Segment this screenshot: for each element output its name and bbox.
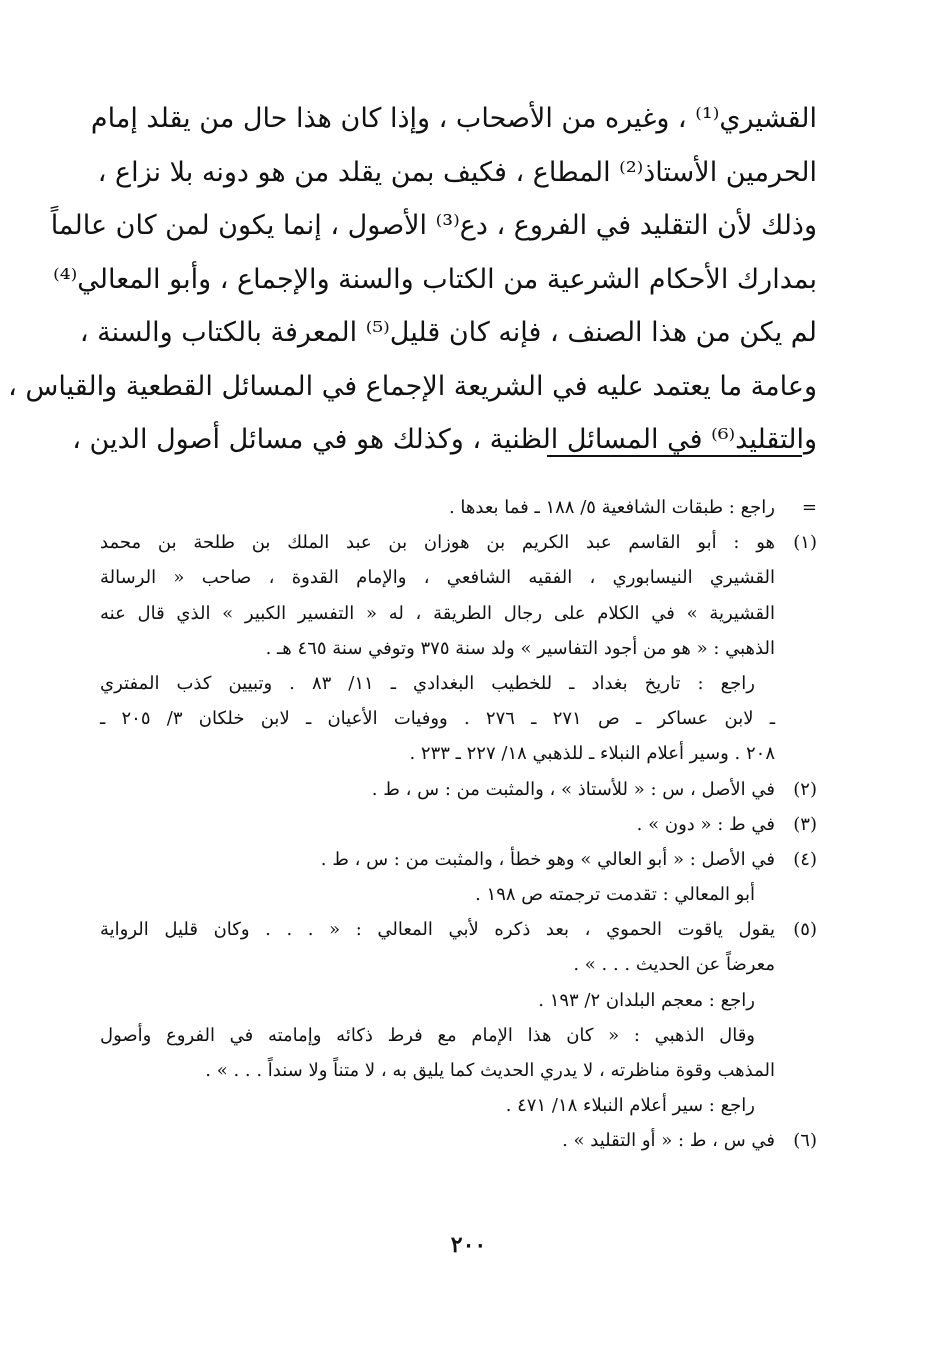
footnote-text: راجع : تاريخ بغداد ـ للخطيب البغدادي ـ ١١/ ٨٣ . وتبيين كذب المفتري: [100, 672, 755, 694]
footnote-line: [100, 1053, 817, 1088]
main-text-line: القشيري⁽¹⁾ ، وغيره من الأصحاب ، وإذا كان هذا حال من يقلد إمام: [90, 103, 817, 134]
footnote-line: [100, 807, 817, 842]
footnote-text: المذهب وقوة مناظرته ، لا يدري الحديث كما يليق به ، لا متناً ولا سنداً . . . » .: [205, 1060, 775, 1081]
footnote-text: ٢٠٨ . وسير أعلام النبلاء ـ للذهبي ١٨/ ٢٢٧ ـ ٢٣٣ .: [409, 743, 775, 765]
footnote-text: أبو المعالي : تقدمت ترجمته ص ١٩٨ .: [475, 884, 755, 906]
footnote-text: يقول ياقوت الحموي ، بعد ذكره لأبي المعالي : « . . . وكان قليل الرواية: [100, 919, 775, 941]
footnote-number: (٤): [793, 848, 817, 870]
main-text-line: بمدارك الأحكام الشرعية من الكتاب والسنة والإجماع ، وأبو المعالي⁽⁴⁾: [53, 263, 817, 295]
footnote-text: ـ لابن عساكر ـ ص ٢٧١ ـ ٢٧٦ . ووفيات الأعيان ـ لابن خلكان ٣/ ٢٠٥ ـ: [100, 708, 775, 730]
footnote-number: =: [801, 497, 817, 518]
footnote-text: الذهبي : « هو من أجود التفاسير » ولد سنة ٣٧٥ وتوفي سنة ٤٦٥ هـ .: [265, 637, 775, 659]
footnote-line: [100, 912, 817, 947]
footnote-text: القشيرية » في الكلام على رجال الطريقة ، له « التفسير الكبير » الذي قال عنه: [100, 602, 775, 624]
footnote-line: [100, 596, 817, 631]
footnote-line: [100, 631, 817, 666]
main-text-line: لم يكن من هذا الصنف ، فإنه كان قليل⁽⁵⁾ المعرفة بالكتاب والسنة ،: [79, 317, 817, 348]
footnote-number: (٥): [793, 919, 817, 941]
footnote-line: [100, 560, 817, 595]
footnote-number: (٦): [793, 1130, 817, 1152]
footnote-text: في س ، ط : « أو التقليد » .: [562, 1130, 775, 1152]
footnote-number: (١): [793, 532, 817, 554]
footnote-separator: [547, 455, 802, 457]
footnote-line: [100, 1123, 817, 1158]
footnote-line: [100, 947, 817, 982]
footnote-line: [100, 772, 817, 807]
footnote-line: [100, 983, 817, 1018]
main-text-line: وعامة ما يعتمد عليه في الشريعة الإجماع في المسائل القطعية والقياس ،: [8, 370, 817, 402]
footnote-line: [100, 525, 817, 560]
footnote-text: في الأصل : « أبو العالي » وهو خطأ ، والمثبت من : س ، ط .: [320, 848, 775, 870]
footnote-line: [100, 666, 817, 701]
footnote-text: في الأصل ، س : « للأستاذ » ، والمثبت من : س ، ط .: [371, 778, 775, 800]
footnote-text: هو : أبو القاسم عبد الكريم بن هوزان بن عبد الملك بن طلحة بن محمد: [100, 532, 775, 554]
footnote-line: [100, 842, 817, 877]
footnote-line: [100, 701, 817, 736]
footnote-text: في ط : « دون » .: [636, 813, 775, 835]
footnote-text: راجع : معجم البلدان ٢/ ١٩٣ .: [538, 989, 755, 1011]
footnote-text: راجع : طبقات الشافعية ٥/ ١٨٨ ـ فما بعدها .: [448, 497, 775, 518]
footnote-text: معرضاً عن الحديث . . . » .: [573, 954, 775, 976]
footnote-line: [100, 1018, 817, 1053]
footnote-line: [100, 490, 817, 525]
page-number: ٢٠٠: [450, 1232, 487, 1258]
footnote-line: [100, 1088, 817, 1123]
footnote-text: راجع : سير أعلام النبلاء ١٨/ ٤٧١ .: [505, 1095, 755, 1117]
footnote-number: (٣): [793, 813, 817, 835]
footnote-text: القشيري النيسابوري ، الفقيه الشافعي ، والإمام القدوة ، صاحب « الرسالة: [100, 567, 775, 589]
footnote-line: [100, 736, 817, 771]
main-text: [8, 92, 817, 467]
footnote-number: (٢): [793, 778, 817, 800]
footnote-text: وقال الذهبي : « كان هذا الإمام مع فرط ذكائه وإمامته في الفروع وأصول: [100, 1024, 755, 1046]
footnotes: [100, 490, 817, 1159]
main-text-line: الحرمين الأستاذ⁽²⁾ المطاع ، فكيف بمن يقلد من هو دونه بلا نزاع ،: [97, 156, 817, 188]
main-text-line: وذلك لأن التقليد في الفروع ، دع⁽³⁾ الأصول ، إنما يكون لمن كان عالماً: [50, 210, 817, 241]
footnote-line: [100, 877, 817, 912]
main-text-line: والتقليد⁽⁶⁾ في المسائل الظنية ، وكذلك هو في مسائل أصول الدين ،: [72, 424, 817, 455]
